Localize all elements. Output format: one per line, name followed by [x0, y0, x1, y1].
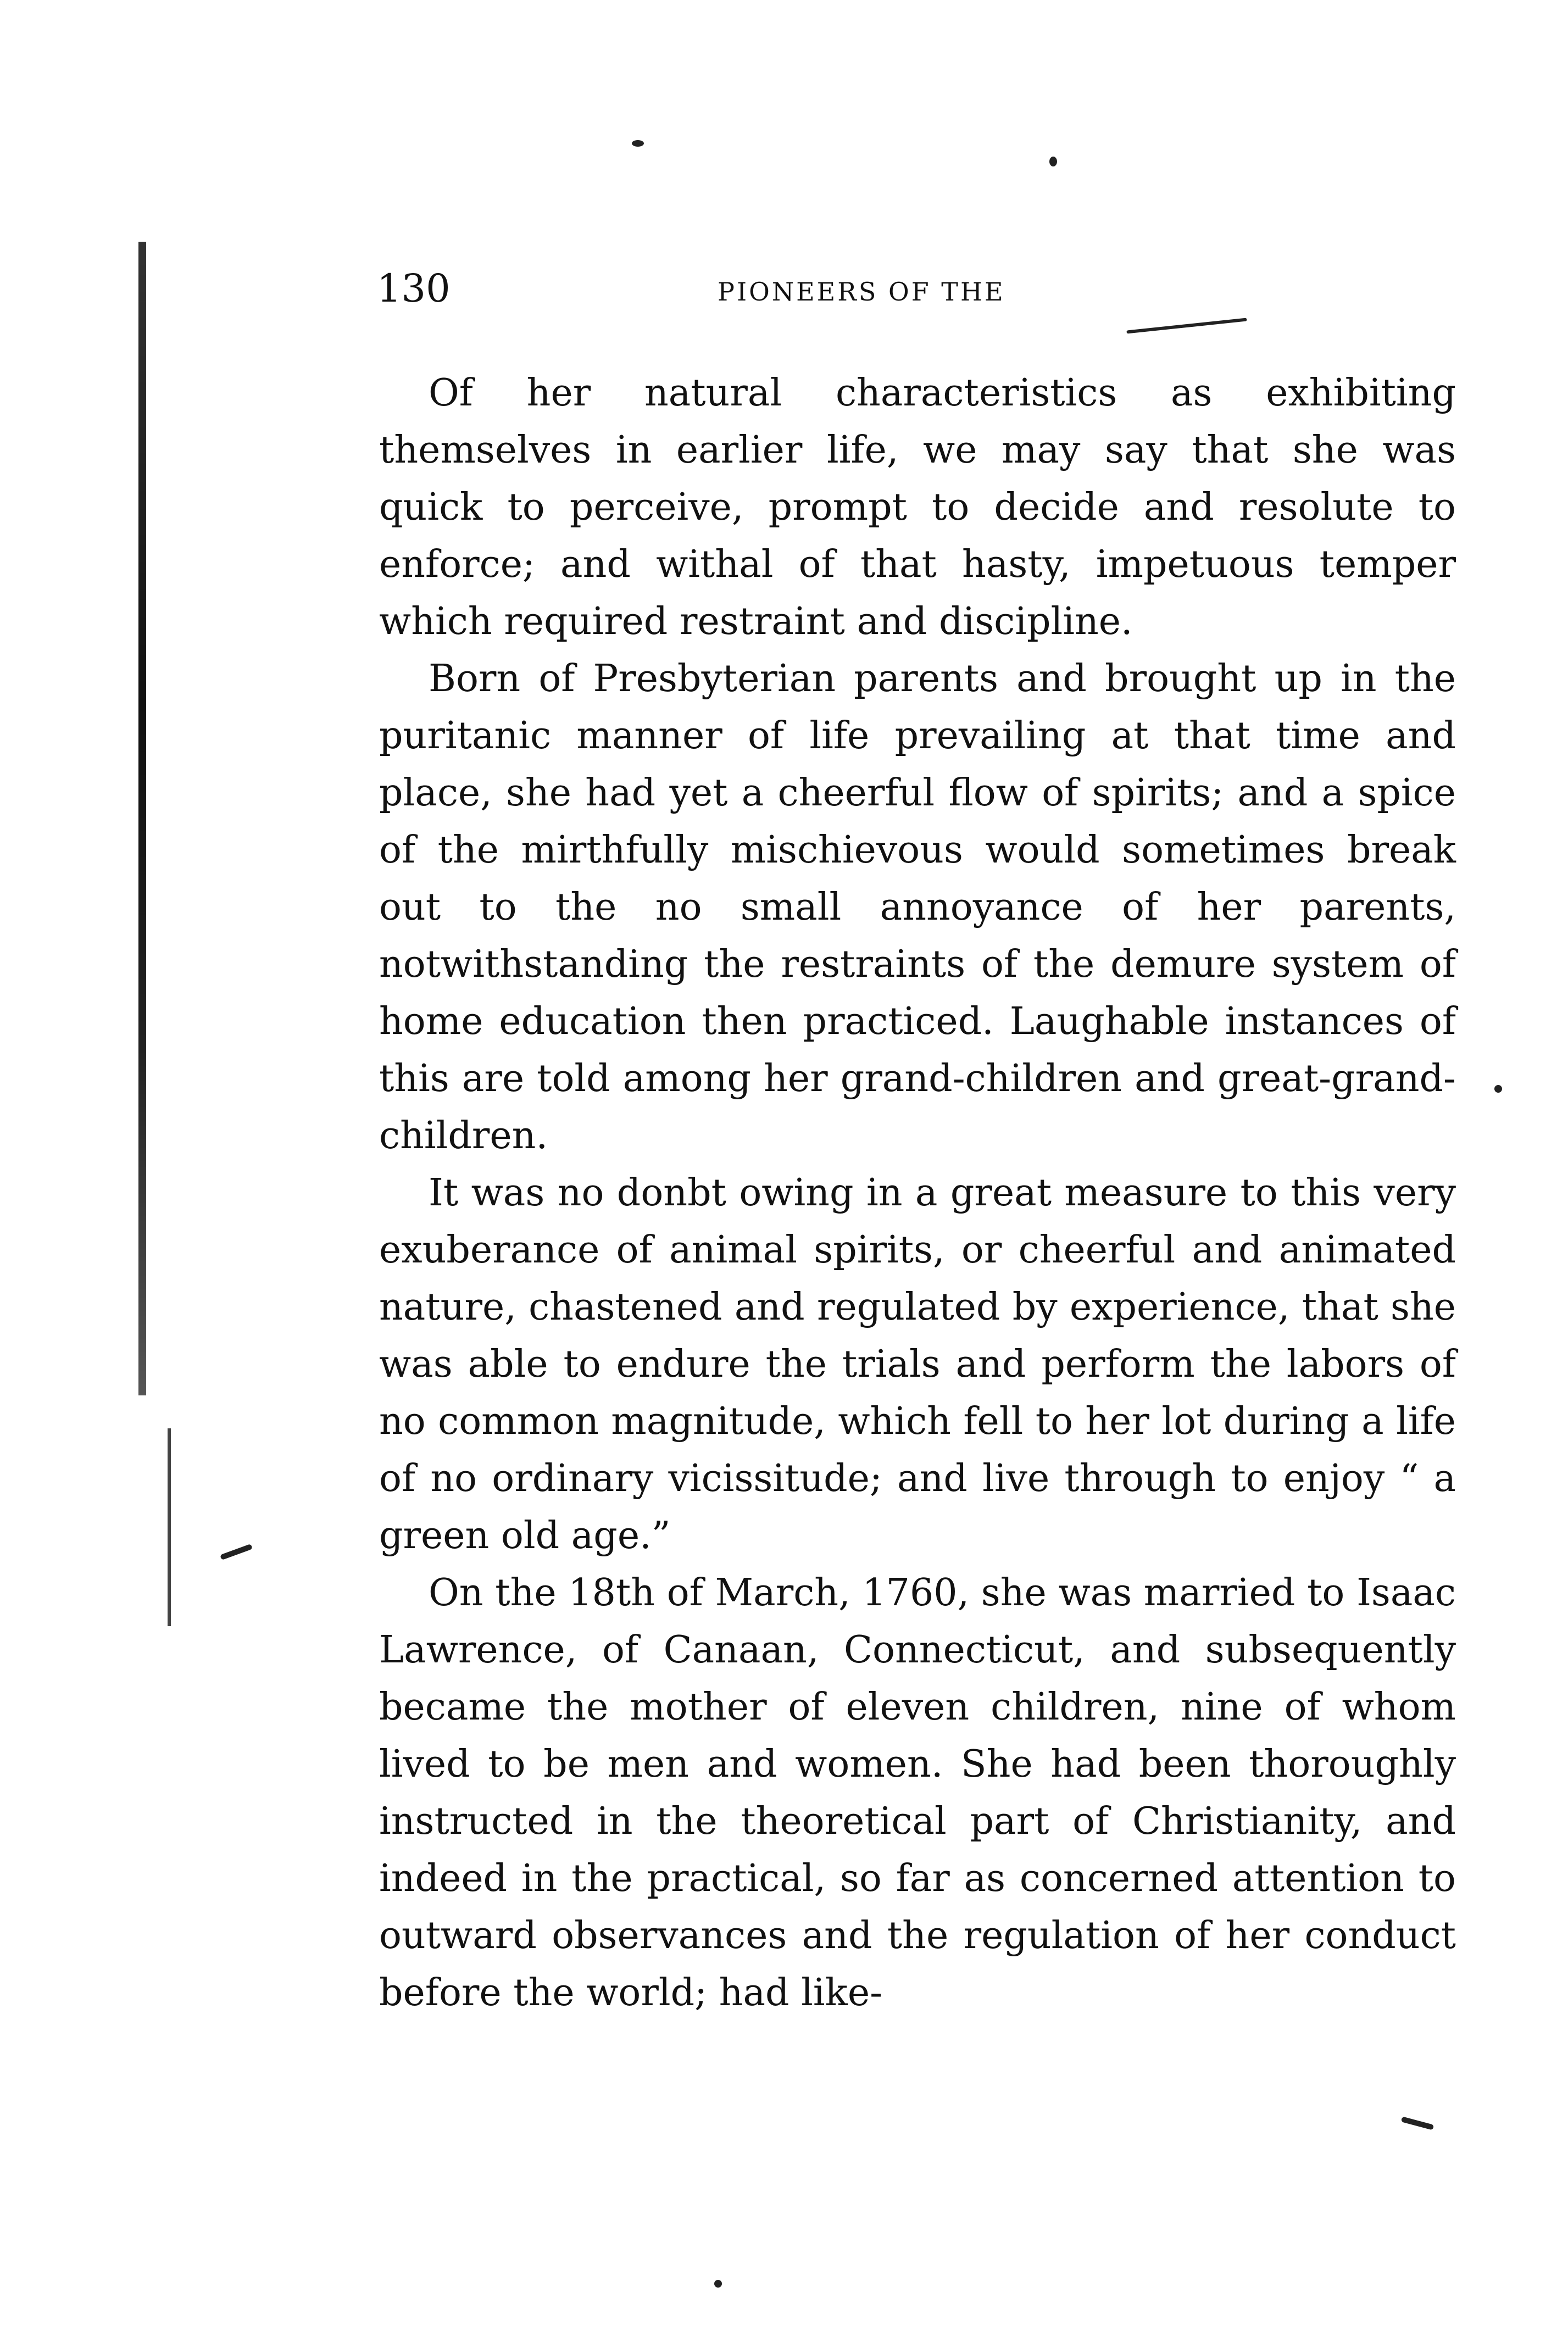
- scan-edge-shadow-lower: [168, 1428, 171, 1626]
- paragraph: Of her natural characteristics as exhibiting themselves in earlier life, we may say that she was quick to perceive, prompt to decide and resolute to enforce; and withal of that hasty, impetuous temper which required restraint and discipline.: [379, 371, 1456, 643]
- page-number: 130: [377, 266, 451, 311]
- scan-speck: [1126, 318, 1247, 334]
- paragraph: On the 18th of March, 1760, she was married to Isaac Lawrence, of Canaan, Connecticut, and subsequently became the mother of eleven children, nine of whom lived to be men and women. She had been thoroughly instructed in the theoretical part of Christianity, and indeed in the practical, so far as concerned attention to outward observances and the regulation of her conduct before the world; had like-: [379, 1571, 1456, 2015]
- scan-edge-shadow: [138, 242, 146, 1395]
- scan-speck: [1049, 157, 1057, 166]
- scan-speck: [1401, 2116, 1434, 2130]
- scan-speck: [220, 1544, 253, 1560]
- scan-speck: [714, 2280, 722, 2288]
- scan-speck: [1494, 1085, 1502, 1093]
- body-text: [379, 365, 1456, 2022]
- paragraph: Born of Presbyterian parents and brought up in the puritanic manner of life prevailing at that time and place, she had yet a cheerful flow of spirits; and a spice of the mirthfully mischievous would sometimes break out to the no small annoyance of her parents, notwithstanding the restraints of the demure system of home education then practiced. Laughable instances of this are told among her grand-children and great-grand-children.: [379, 657, 1456, 1158]
- page-header: [377, 264, 1091, 313]
- running-head: PIONEERS OF THE: [718, 277, 1005, 307]
- paragraph: It was no donbt owing in a great measure to this very exuberance of animal spirits, or cheerful and animated nature, chastened and regulated by experience, that she was able to endure the trials and perform the labors of no common magnitude, which fell to her lot during a life of no ordinary vicissitude; and live through to enjoy “ a green old age.”: [379, 1171, 1456, 1557]
- scan-speck: [632, 140, 644, 147]
